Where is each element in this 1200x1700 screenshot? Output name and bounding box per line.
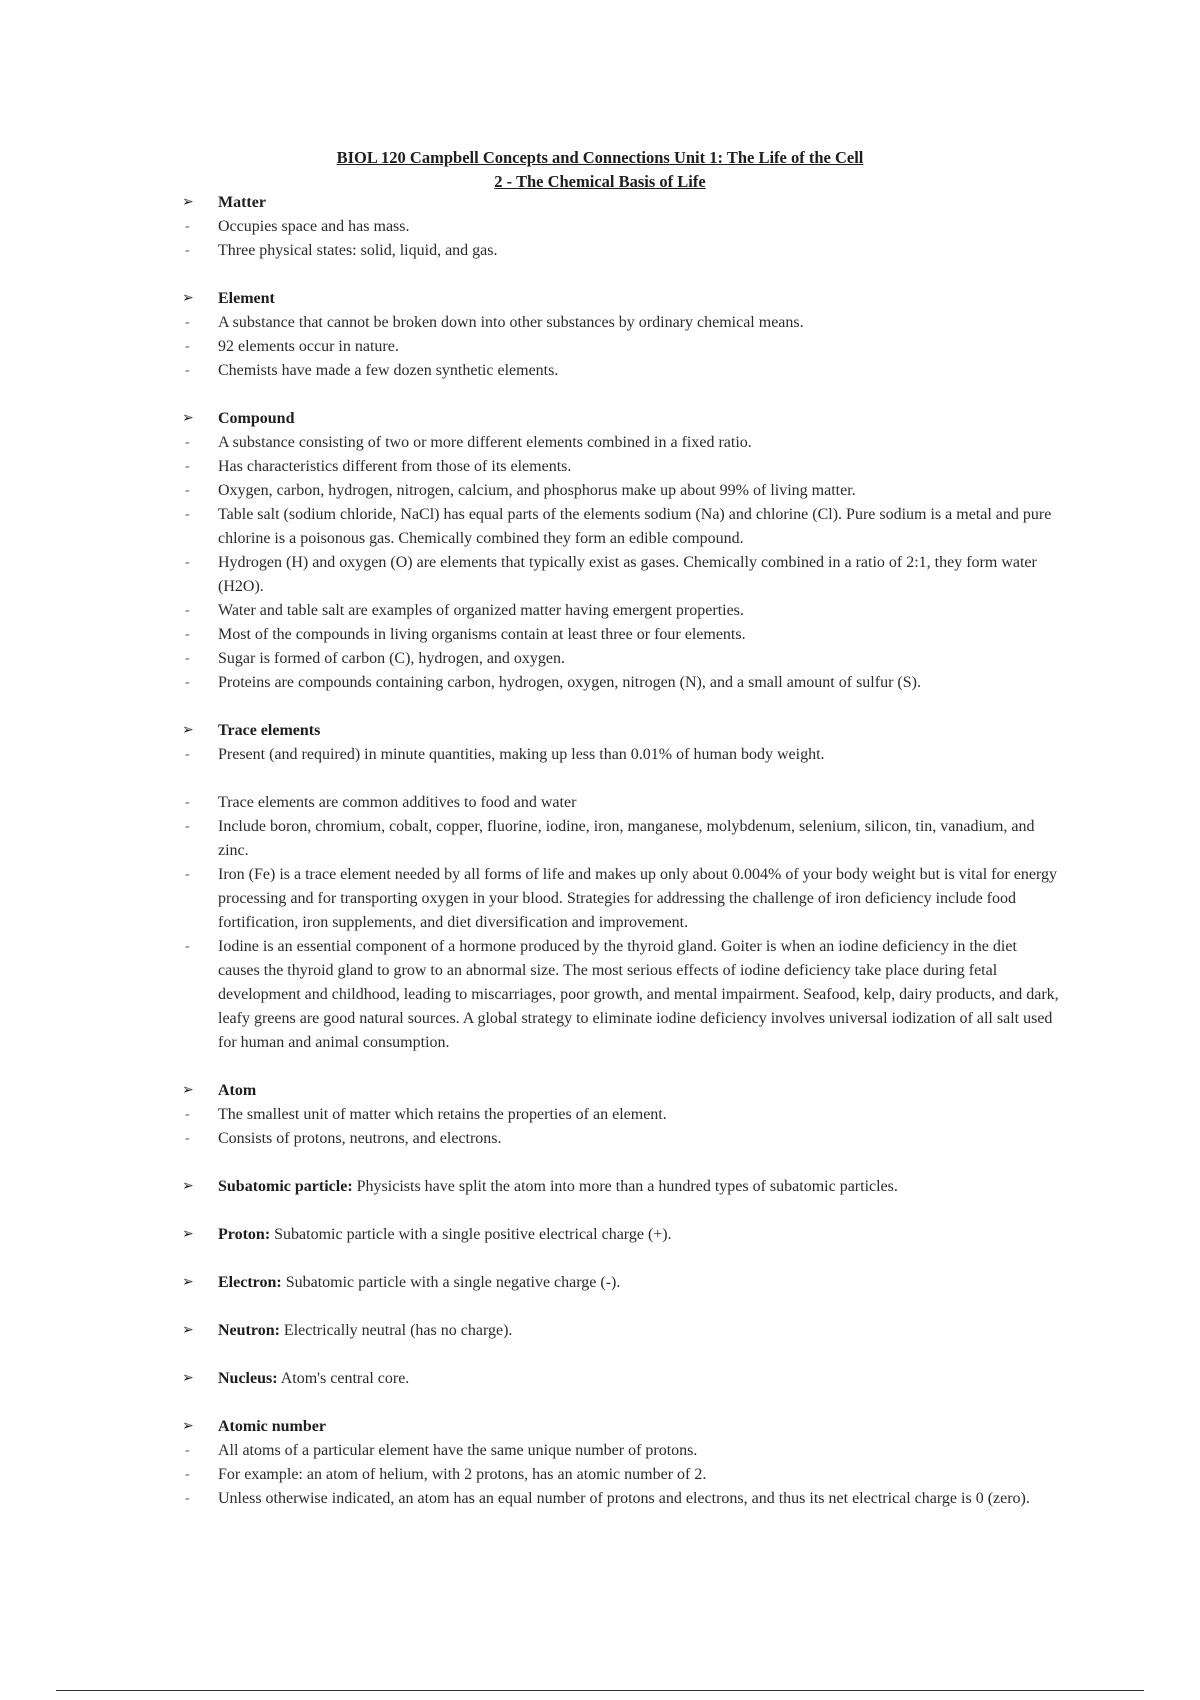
section-trace-elements xyxy=(0,719,1200,1055)
list-item-text: Proteins are compounds containing carbon, hydrogen, oxygen, nitrogen (N), and a small amount of sulfur (S). xyxy=(218,674,921,691)
dash-bullet-icon: - xyxy=(185,1107,190,1122)
arrow-bullet-icon: ➢ xyxy=(182,1323,194,1338)
list-item xyxy=(0,479,1200,503)
list-item-text: Unless otherwise indicated, an atom has an equal number of protons and electrons, and thus its net electrical charge is 0 (zero). xyxy=(218,1490,1030,1507)
list-item xyxy=(0,1463,1200,1487)
arrow-bullet-icon: ➢ xyxy=(182,411,194,426)
section-heading xyxy=(0,1175,1200,1199)
heading-title: Nucleus: xyxy=(218,1370,278,1387)
dash-bullet-icon: - xyxy=(185,1443,190,1458)
list-item xyxy=(0,623,1200,647)
list-item-text: Sugar is formed of carbon (C), hydrogen, and oxygen. xyxy=(218,650,566,667)
arrow-bullet-icon: ➢ xyxy=(182,1275,194,1290)
dash-bullet-icon: - xyxy=(185,627,190,642)
arrow-bullet-icon: ➢ xyxy=(182,1419,194,1434)
list-item-text: Iodine is an essential component of a hormone produced by the thyroid gland. Goiter is when an iodine deficiency in the diet causes the thyroid gland to grow to an abnormal size. The most serious effects of iodine deficiency take place during fetal development and childhood, leading to miscarriages, poor growth, and mental impairment. Seafood, kelp, dairy products, and dark, leafy greens are good natural sources. A global strategy to eliminate iodine deficiency involves universal iodization of all salt used for human and animal consumption. xyxy=(218,938,1059,1051)
list-item xyxy=(0,215,1200,239)
heading-definition: Atom's central core. xyxy=(280,1370,410,1387)
section-heading xyxy=(0,287,1200,311)
list-item xyxy=(0,455,1200,479)
bullet-list xyxy=(0,431,1200,695)
heading-title: Proton: xyxy=(218,1226,271,1243)
section-compound xyxy=(0,407,1200,695)
dash-bullet-icon: - xyxy=(185,819,190,834)
list-item xyxy=(0,815,1200,863)
heading-title: Atom xyxy=(218,1082,257,1099)
list-item xyxy=(0,335,1200,359)
dash-bullet-icon: - xyxy=(185,243,190,258)
section-heading xyxy=(0,1367,1200,1391)
list-item-text: Water and table salt are examples of organized matter having emergent properties. xyxy=(218,602,744,619)
dash-bullet-icon: - xyxy=(185,339,190,354)
section-electron xyxy=(0,1271,1200,1295)
dash-bullet-icon: - xyxy=(185,651,190,666)
list-item xyxy=(0,311,1200,335)
heading-definition: Subatomic particle with a single negative charge (-). xyxy=(285,1274,621,1291)
arrow-bullet-icon: ➢ xyxy=(182,1083,194,1098)
footer-divider xyxy=(56,1690,1144,1691)
document-title xyxy=(0,146,1200,194)
heading-title: Matter xyxy=(218,194,266,211)
notes-content xyxy=(0,191,1200,1535)
blank-line xyxy=(0,767,1200,791)
list-item-text: Hydrogen (H) and oxygen (O) are elements that typically exist as gases. Chemically combined in a ratio of 2:1, they form water (H2O). xyxy=(218,554,1037,595)
section-heading xyxy=(0,719,1200,743)
bullet-list xyxy=(0,311,1200,383)
bullet-list xyxy=(0,791,1200,1055)
list-item xyxy=(0,431,1200,455)
bullet-list xyxy=(0,1103,1200,1151)
list-item xyxy=(0,1103,1200,1127)
bullet-list xyxy=(0,743,1200,767)
list-item-text: Occupies space and has mass. xyxy=(218,218,410,235)
list-item xyxy=(0,863,1200,935)
bullet-list xyxy=(0,1439,1200,1511)
list-item-text: Present (and required) in minute quantities, making up less than 0.01% of human body weight. xyxy=(218,746,825,763)
section-heading xyxy=(0,1319,1200,1343)
dash-bullet-icon: - xyxy=(185,1131,190,1146)
heading-title: Trace elements xyxy=(218,722,321,739)
list-item-text: Include boron, chromium, cobalt, copper, fluorine, iodine, iron, manganese, molybdenum, selenium, silicon, tin, vanadium, and zinc. xyxy=(218,818,1035,859)
section-subatomic-particle xyxy=(0,1175,1200,1199)
list-item-text: Has characteristics different from those of its elements. xyxy=(218,458,572,475)
arrow-bullet-icon: ➢ xyxy=(182,723,194,738)
list-item-text: Consists of protons, neutrons, and electrons. xyxy=(218,1130,502,1147)
list-item-text: A substance consisting of two or more different elements combined in a fixed ratio. xyxy=(218,434,752,451)
list-item xyxy=(0,239,1200,263)
dash-bullet-icon: - xyxy=(185,483,190,498)
section-atomic-number xyxy=(0,1415,1200,1511)
heading-title: Neutron: xyxy=(218,1322,280,1339)
list-item xyxy=(0,1439,1200,1463)
heading-title: Subatomic particle: xyxy=(218,1178,353,1195)
heading-definition: Physicists have split the atom into more than a hundred types of subatomic particles. xyxy=(356,1178,898,1195)
list-item-text: Table salt (sodium chloride, NaCl) has equal parts of the elements sodium (Na) and chlorine (Cl). Pure sodium is a metal and pure chlorine is a poisonous gas. Chemically combined they form an edible compound. xyxy=(218,506,1052,547)
dash-bullet-icon: - xyxy=(185,1491,190,1506)
section-heading xyxy=(0,191,1200,215)
list-item xyxy=(0,743,1200,767)
section-nucleus xyxy=(0,1367,1200,1391)
dash-bullet-icon: - xyxy=(185,507,190,522)
list-item-text: Most of the compounds in living organisms contain at least three or four elements. xyxy=(218,626,746,643)
dash-bullet-icon: - xyxy=(185,363,190,378)
section-heading xyxy=(0,1223,1200,1247)
list-item xyxy=(0,599,1200,623)
list-item xyxy=(0,791,1200,815)
heading-title: Atomic number xyxy=(218,1418,326,1435)
section-heading xyxy=(0,407,1200,431)
list-item-text: For example: an atom of helium, with 2 protons, has an atomic number of 2. xyxy=(218,1466,707,1483)
list-item xyxy=(0,1127,1200,1151)
arrow-bullet-icon: ➢ xyxy=(182,1371,194,1386)
list-item xyxy=(0,647,1200,671)
section-matter xyxy=(0,191,1200,263)
arrow-bullet-icon: ➢ xyxy=(182,1179,194,1194)
arrow-bullet-icon: ➢ xyxy=(182,195,194,210)
dash-bullet-icon: - xyxy=(185,315,190,330)
section-neutron xyxy=(0,1319,1200,1343)
heading-definition: Subatomic particle with a single positive electrical charge (+). xyxy=(274,1226,672,1243)
arrow-bullet-icon: ➢ xyxy=(182,1227,194,1242)
section-proton xyxy=(0,1223,1200,1247)
section-atom xyxy=(0,1079,1200,1151)
list-item xyxy=(0,503,1200,551)
dash-bullet-icon: - xyxy=(185,939,190,954)
section-heading xyxy=(0,1415,1200,1439)
list-item xyxy=(0,935,1200,1055)
list-item-text: All atoms of a particular element have the same unique number of protons. xyxy=(218,1442,698,1459)
list-item-text: The smallest unit of matter which retains the properties of an element. xyxy=(218,1106,667,1123)
dash-bullet-icon: - xyxy=(185,675,190,690)
list-item-text: 92 elements occur in nature. xyxy=(218,338,399,355)
title-line-2: 2 - The Chemical Basis of Life xyxy=(494,172,706,191)
list-item-text: Trace elements are common additives to food and water xyxy=(218,794,577,811)
section-heading xyxy=(0,1271,1200,1295)
dash-bullet-icon: - xyxy=(185,219,190,234)
heading-definition: Electrically neutral (has no charge). xyxy=(283,1322,513,1339)
list-item-text: A substance that cannot be broken down into other substances by ordinary chemical means. xyxy=(218,314,804,331)
dash-bullet-icon: - xyxy=(185,603,190,618)
list-item-text: Oxygen, carbon, hydrogen, nitrogen, calcium, and phosphorus make up about 99% of living matter. xyxy=(218,482,856,499)
list-item xyxy=(0,1487,1200,1511)
list-item xyxy=(0,359,1200,383)
list-item-text: Chemists have made a few dozen synthetic elements. xyxy=(218,362,559,379)
heading-title: Compound xyxy=(218,410,295,427)
list-item xyxy=(0,551,1200,599)
dash-bullet-icon: - xyxy=(185,435,190,450)
arrow-bullet-icon: ➢ xyxy=(182,291,194,306)
bullet-list xyxy=(0,215,1200,263)
list-item-text: Three physical states: solid, liquid, and gas. xyxy=(218,242,498,259)
dash-bullet-icon: - xyxy=(185,747,190,762)
dash-bullet-icon: - xyxy=(185,555,190,570)
list-item xyxy=(0,671,1200,695)
section-element xyxy=(0,287,1200,383)
dash-bullet-icon: - xyxy=(185,795,190,810)
dash-bullet-icon: - xyxy=(185,459,190,474)
dash-bullet-icon: - xyxy=(185,1467,190,1482)
heading-title: Electron: xyxy=(218,1274,282,1291)
section-heading xyxy=(0,1079,1200,1103)
heading-title: Element xyxy=(218,290,275,307)
dash-bullet-icon: - xyxy=(185,867,190,882)
list-item-text: Iron (Fe) is a trace element needed by all forms of life and makes up only about 0.004% of your body weight but is vital for energy processing and for transporting oxygen in your blood. Strategies for addressing the challenge of iron deficiency include food fortification, iron supplements, and diet diversification and improvement. xyxy=(218,866,1058,931)
title-line-1: BIOL 120 Campbell Concepts and Connections Unit 1: The Life of the Cell xyxy=(336,148,864,167)
